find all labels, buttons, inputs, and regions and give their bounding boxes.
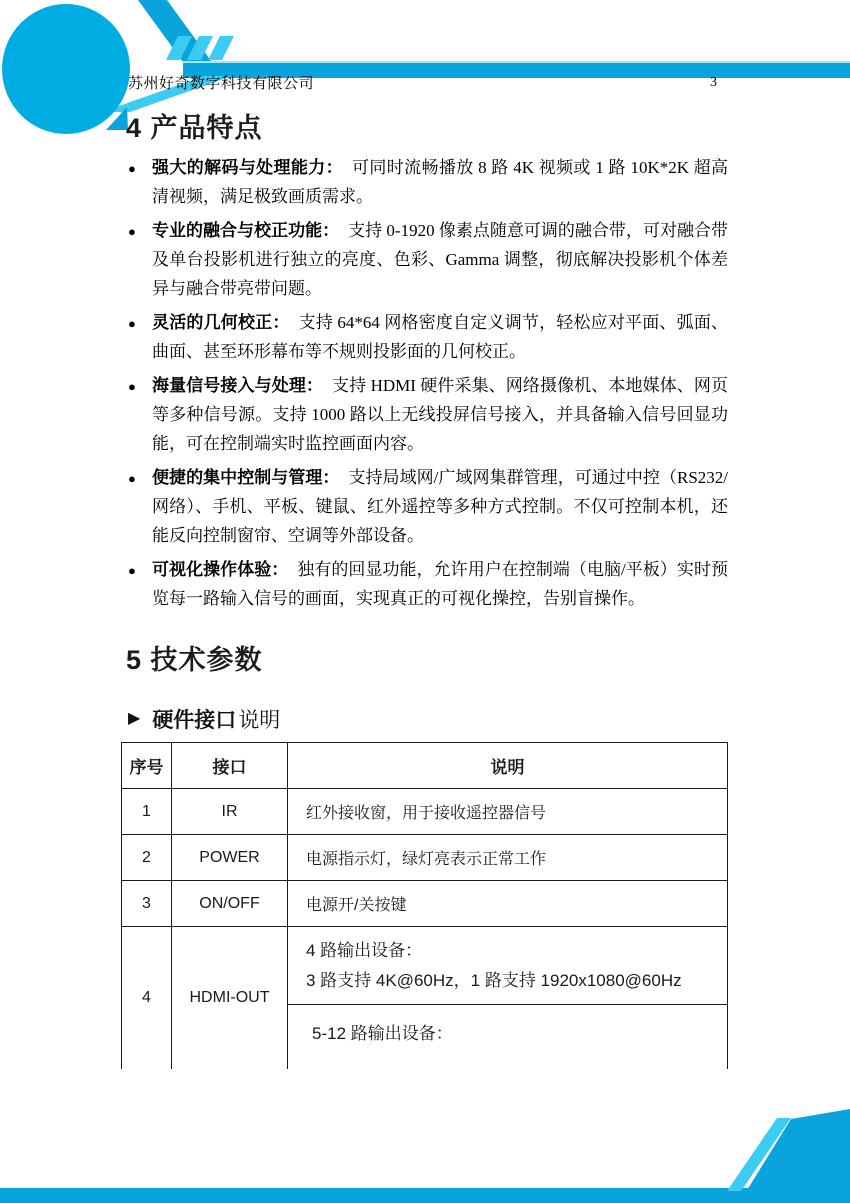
desc-line: 4 路输出设备： bbox=[306, 940, 423, 960]
cell-desc: 电源开/关按键 bbox=[288, 881, 728, 927]
table-row bbox=[122, 789, 728, 835]
feature-lead: 灵活的几何校正： bbox=[152, 313, 290, 332]
bullet-icon: ● bbox=[128, 316, 136, 331]
bullet-icon: ● bbox=[128, 563, 136, 578]
cell-no: 3 bbox=[122, 881, 172, 927]
page-number: 3 bbox=[710, 75, 717, 90]
cell-port: HDMI-OUT bbox=[172, 927, 288, 1069]
feature-body: 可同时流畅播放 8 路 4K 视频或 1 路 10K*2K 超高清视频，满足极致画质需求。 bbox=[152, 158, 728, 206]
hardware-interface-subheading bbox=[128, 704, 280, 734]
cell-desc: 红外接收窗，用于接收遥控器信号 bbox=[288, 789, 728, 835]
cell-desc: 电源指示灯，绿灯亮表示正常工作 bbox=[288, 835, 728, 881]
bullet-icon: ● bbox=[128, 471, 136, 486]
section-title-specs: 5 技术参数 bbox=[126, 645, 263, 675]
cell-desc-4ch bbox=[288, 927, 728, 1005]
table-header-row bbox=[122, 743, 728, 789]
feature-body: 支持 HDMI 硬件采集、网络摄像机、本地媒体、网页等多种信号源。支持 1000 路以上无线投屏信号接入，并具备输入信号回显功能，可在控制端实时监控画面内容。 bbox=[152, 376, 728, 453]
feature-item bbox=[127, 371, 728, 458]
cell-no: 1 bbox=[122, 789, 172, 835]
feature-body: 支持局域网/广域网集群管理，可通过中控（RS232/网络）、手机、平板、键鼠、红外遥控等多种方式控制。不仅可控制本机，还能反向控制窗帘、空调等外部设备。 bbox=[152, 468, 728, 545]
feature-lead: 便捷的集中控制与管理： bbox=[152, 468, 340, 487]
col-header-desc: 说明 bbox=[288, 743, 728, 789]
feature-item bbox=[127, 216, 728, 303]
table-row bbox=[122, 835, 728, 881]
feature-list bbox=[127, 153, 728, 618]
table-row bbox=[122, 881, 728, 927]
cell-port: POWER bbox=[172, 835, 288, 881]
bullet-icon: ● bbox=[128, 379, 136, 394]
footer-rule-bar bbox=[0, 1188, 850, 1203]
bullet-icon: ● bbox=[128, 224, 136, 239]
deco-circle bbox=[2, 4, 130, 134]
feature-body: 支持 0-1920 像素点随意可调的融合带，可对融合带及单台投影机进行独立的亮度、色彩、Gamma 调整，彻底解决投影机个体差异与融合带亮带问题。 bbox=[152, 221, 728, 298]
feature-item bbox=[127, 463, 728, 550]
company-name: 苏州好奇数字科技有限公司 bbox=[128, 76, 315, 92]
feature-item bbox=[127, 308, 728, 366]
feature-body: 独有的回显功能，允许用户在控制端（电脑/平板）实时预览每一路输入信号的画面，实现真正的可视化操控，告别盲操作。 bbox=[152, 560, 728, 608]
subheading-regular-text: 说明 bbox=[238, 709, 281, 732]
subheading-bold-text: 硬件接口 bbox=[152, 709, 237, 732]
section-title-features: 4 产品特点 bbox=[126, 113, 263, 143]
feature-item bbox=[127, 153, 728, 211]
table-row bbox=[122, 927, 728, 1005]
feature-item bbox=[127, 555, 728, 613]
feature-lead: 可视化操作体验： bbox=[152, 560, 289, 579]
feature-lead: 专业的融合与校正功能： bbox=[152, 221, 340, 240]
bullet-icon: ● bbox=[128, 161, 136, 176]
right-triangle-icon: ▶ bbox=[128, 710, 141, 727]
cell-no: 2 bbox=[122, 835, 172, 881]
hardware-interface-table bbox=[121, 742, 728, 1069]
desc-line: 3 路支持 4K@60Hz，1 路支持 1920x1080@60Hz bbox=[306, 970, 682, 990]
cell-desc-5-12ch: 5-12 路输出设备： bbox=[288, 1005, 728, 1069]
deco-stripe bbox=[208, 36, 234, 60]
col-header-port: 接口 bbox=[172, 743, 288, 789]
cell-port: IR bbox=[172, 789, 288, 835]
feature-lead: 强大的解码与处理能力： bbox=[152, 158, 344, 177]
cell-no: 4 bbox=[122, 927, 172, 1069]
col-header-no: 序号 bbox=[122, 743, 172, 789]
cell-port: ON/OFF bbox=[172, 881, 288, 927]
feature-lead: 海量信号接入与处理： bbox=[152, 376, 324, 395]
feature-body: 支持 64*64 网格密度自定义调节，轻松应对平面、弧面、曲面、甚至环形幕布等不规则投影面的几何校正。 bbox=[152, 313, 729, 361]
